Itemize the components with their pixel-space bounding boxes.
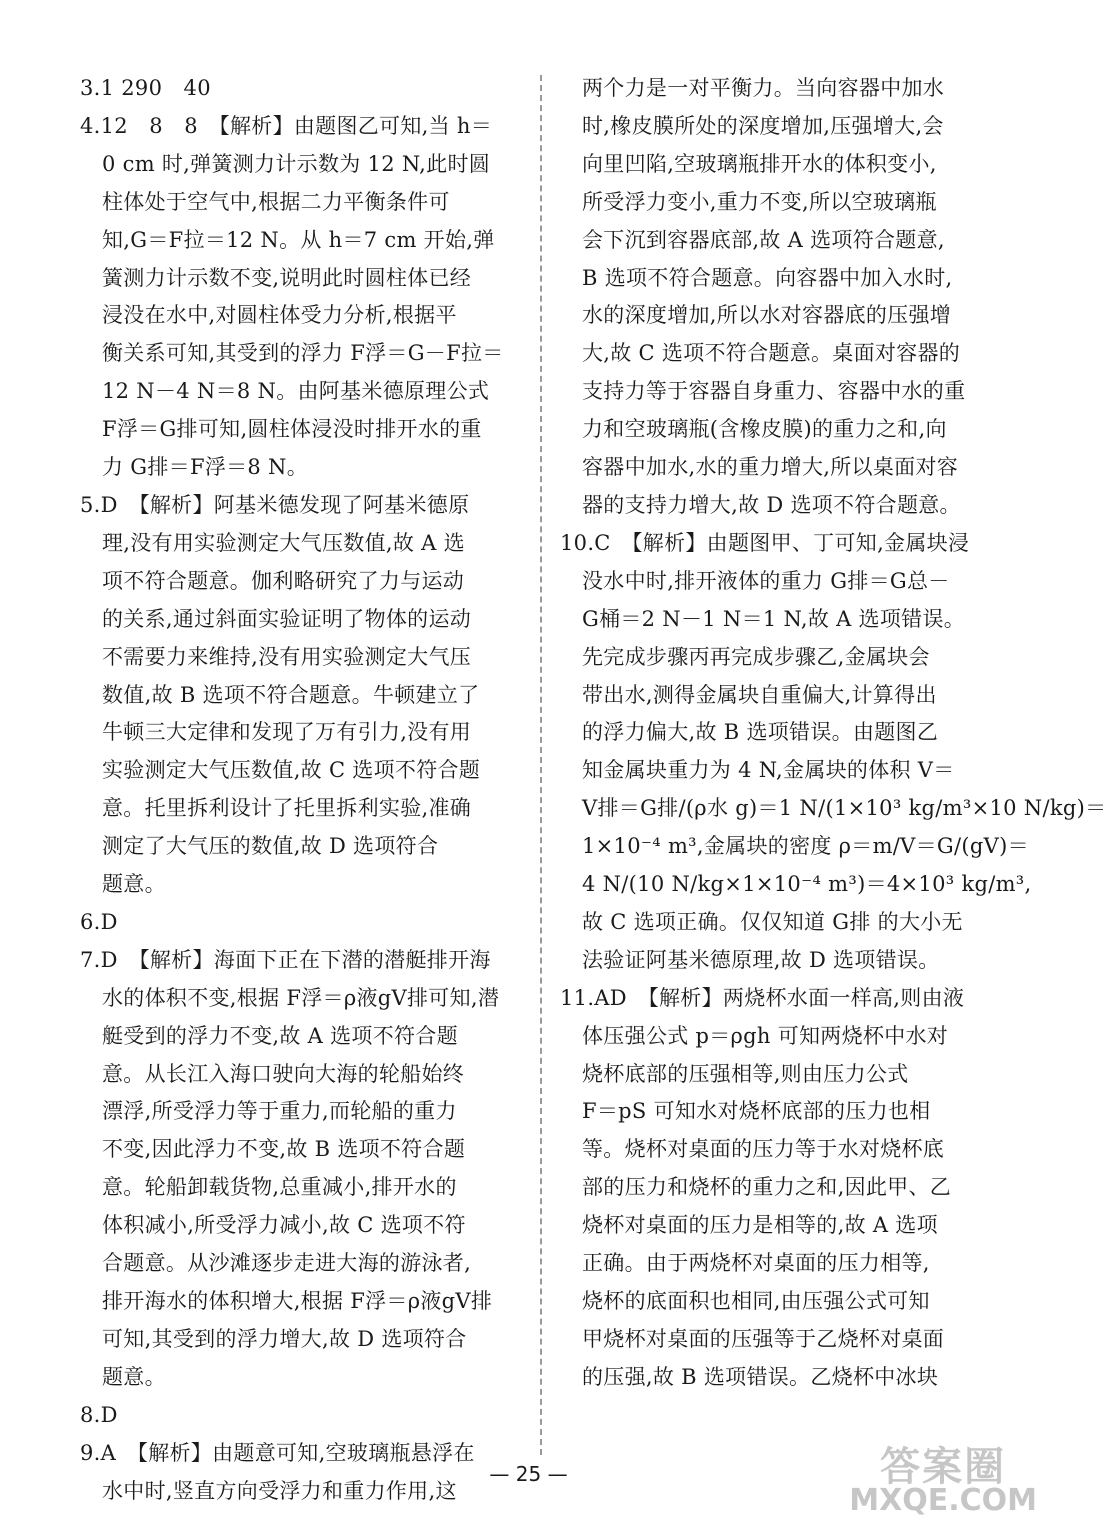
text-line: G桶＝2 N－1 N＝1 N,故 A 选项错误。 xyxy=(582,606,966,631)
text-line: 0 cm 时,弹簧测力计示数为 12 N,此时圆 xyxy=(102,151,491,176)
text-line: 烧杯对桌面的压力是相等的,故 A 选项 xyxy=(582,1213,938,1238)
text-line: 1×10⁻⁴ m³,金属块的密度 ρ＝m/V＝G/(gV)＝ xyxy=(582,834,1029,859)
text-line: 水的深度增加,所以水对容器底的压强增 xyxy=(582,303,952,328)
text-line: 带出水,测得金属块自重偏大,计算得出 xyxy=(582,682,937,707)
text-line: 4.12 8 8 【解析】由题图乙可知,当 h＝ xyxy=(80,113,493,138)
text-line: F浮＝G排可知,圆柱体浸没时排开水的重 xyxy=(102,417,482,442)
text-line: 的浮力偏大,故 B 选项错误。由题图乙 xyxy=(582,720,939,745)
text-line: 理,没有用实验测定大气压数值,故 A 选 xyxy=(102,530,465,555)
text-line: 浸没在水中,对圆柱体受力分析,根据平 xyxy=(102,303,457,328)
text-line: 支持力等于容器自身重力、容器中水的重 xyxy=(582,379,966,404)
text-line: 实验测定大气压数值,故 C 选项不符合题 xyxy=(102,758,481,783)
text-line: 会下沉到容器底部,故 A 选项符合题意, xyxy=(582,227,945,252)
text-line: 力 G排＝F浮＝8 N。 xyxy=(102,455,309,480)
text-line: B 选项不符合题意。向容器中加入水时, xyxy=(582,265,953,290)
text-line: 的关系,通过斜面实验证明了物体的运动 xyxy=(102,606,472,631)
text-line: 8.D xyxy=(80,1402,118,1427)
text-line: 体压强公式 p＝ρgh 可知两烧杯中水对 xyxy=(582,1023,949,1048)
text-line: 水中时,竖直方向受浮力和重力作用,这 xyxy=(102,1478,457,1503)
text-line: 不变,因此浮力不变,故 B 选项不符合题 xyxy=(102,1137,466,1162)
text-line: 知,G＝F拉＝12 N。从 h＝7 cm 开始,弹 xyxy=(102,227,495,252)
text-line: 柱体处于空气中,根据二力平衡条件可 xyxy=(102,189,450,214)
text-line: 没水中时,排开液体的重力 G排＝G总－ xyxy=(582,568,950,593)
text-line: 意。托里拆利设计了托里拆利实验,准确 xyxy=(102,796,472,821)
text-line: 部的压力和烧杯的重力之和,因此甲、乙 xyxy=(582,1175,952,1200)
text-line: 故 C 选项正确。仅仅知道 G排 的大小无 xyxy=(582,909,963,934)
text-line: 烧杯底部的压强相等,则由压力公式 xyxy=(582,1061,909,1086)
text-line: 牛顿三大定律和发现了万有引力,没有用 xyxy=(102,720,472,745)
text-line: 12 N－4 N＝8 N。由阿基米德原理公式 xyxy=(102,379,490,404)
text-line: 力和空玻璃瓶(含橡皮膜)的重力之和,向 xyxy=(582,417,947,442)
text-line: 向里凹陷,空玻璃瓶排开水的体积变小, xyxy=(582,151,937,176)
text-line: 时,橡皮膜所处的深度增加,压强增大,会 xyxy=(582,113,944,138)
column-divider xyxy=(540,75,542,1455)
right-column xyxy=(560,70,1106,1397)
text-line: 两个力是一对平衡力。当向容器中加水 xyxy=(582,76,945,100)
text-line: 所受浮力变小,重力不变,所以空玻璃瓶 xyxy=(582,189,937,214)
text-line: F＝pS 可知水对烧杯底部的压力也相 xyxy=(582,1099,931,1124)
page-number: — 25 — xyxy=(489,1462,568,1486)
text-line: 6.D xyxy=(80,909,118,934)
watermark-logo: 答案圈 xyxy=(880,1444,1007,1490)
text-line: 10.C 【解析】由题图甲、丁可知,金属块浸 xyxy=(560,530,970,555)
text-line: 项不符合题意。伽利略研究了力与运动 xyxy=(102,568,465,593)
text-line: 容器中加水,水的重力增大,所以桌面对容 xyxy=(582,455,959,480)
text-line: 意。从长江入海口驶向大海的轮船始终 xyxy=(102,1061,465,1086)
text-line: 大,故 C 选项不符合题意。桌面对容器的 xyxy=(582,341,961,366)
text-line: V排＝G排/(ρ水 g)＝1 N/(1×10³ kg/m³×10 N/kg)＝ xyxy=(582,796,1106,821)
text-line: 甲烧杯对桌面的压强等于乙烧杯对桌面 xyxy=(582,1326,945,1351)
text-line: 正确。由于两烧杯对桌面的压力相等, xyxy=(582,1251,930,1276)
text-line: 排开海水的体积增大,根据 F浮＝ρ液gV排 xyxy=(102,1289,493,1313)
text-line: 烧杯的底面积也相同,由压强公式可知 xyxy=(582,1289,930,1313)
site-watermark xyxy=(849,1444,1037,1518)
watermark-url: MXQE.COM xyxy=(849,1483,1037,1518)
text-line: 艇受到的浮力不变,故 A 选项不符合题 xyxy=(102,1023,458,1048)
text-line: 题意。 xyxy=(102,1364,166,1389)
text-line: 合题意。从沙滩逐步走进大海的游泳者, xyxy=(102,1251,472,1276)
text-line: 水的体积不变,根据 F浮＝ρ液gV排可知,潜 xyxy=(102,985,500,1010)
text-line: 意。轮船卸载货物,总重减小,排开水的 xyxy=(102,1175,457,1200)
text-line: 可知,其受到的浮力增大,故 D 选项符合 xyxy=(102,1326,467,1351)
text-line: 9.A 【解析】由题意可知,空玻璃瓶悬浮在 xyxy=(80,1440,475,1465)
text-line: 法验证阿基米德原理,故 D 选项错误。 xyxy=(582,947,940,972)
text-line: 先完成步骤丙再完成步骤乙,金属块会 xyxy=(582,644,930,669)
text-line: 5.D 【解析】阿基米德发现了阿基米德原 xyxy=(80,492,470,517)
text-line: 簧测力计示数不变,说明此时圆柱体已经 xyxy=(102,265,472,290)
text-line: 知金属块重力为 4 N,金属块的体积 V＝ xyxy=(582,758,955,783)
text-line: 测定了大气压的数值,故 D 选项符合 xyxy=(102,834,439,859)
text-line: 等。烧杯对桌面的压力等于水对烧杯底 xyxy=(582,1137,945,1162)
text-line: 的压强,故 B 选项错误。乙烧杯中冰块 xyxy=(582,1364,939,1389)
text-line: 器的支持力增大,故 D 选项不符合题意。 xyxy=(582,492,961,517)
text-line: 题意。 xyxy=(102,872,166,897)
text-line: 数值,故 B 选项不符合题意。牛顿建立了 xyxy=(102,682,480,707)
text-line: 衡关系可知,其受到的浮力 F浮＝G－F拉＝ xyxy=(102,341,504,366)
text-line: 3.1 290 40 xyxy=(80,76,211,100)
left-column xyxy=(80,70,520,1510)
text-line: 不需要力来维持,没有用实验测定大气压 xyxy=(102,644,472,669)
text-line: 7.D 【解析】海面下正在下潜的潜艇排开海 xyxy=(80,947,491,972)
text-line: 体积减小,所受浮力减小,故 C 选项不符 xyxy=(102,1213,466,1238)
text-line: 4 N/(10 N/kg×1×10⁻⁴ m³)＝4×10³ kg/m³, xyxy=(582,872,1032,897)
text-line: 漂浮,所受浮力等于重力,而轮船的重力 xyxy=(102,1099,457,1124)
text-line: 11.AD 【解析】两烧杯水面一样高,则由液 xyxy=(560,985,965,1010)
